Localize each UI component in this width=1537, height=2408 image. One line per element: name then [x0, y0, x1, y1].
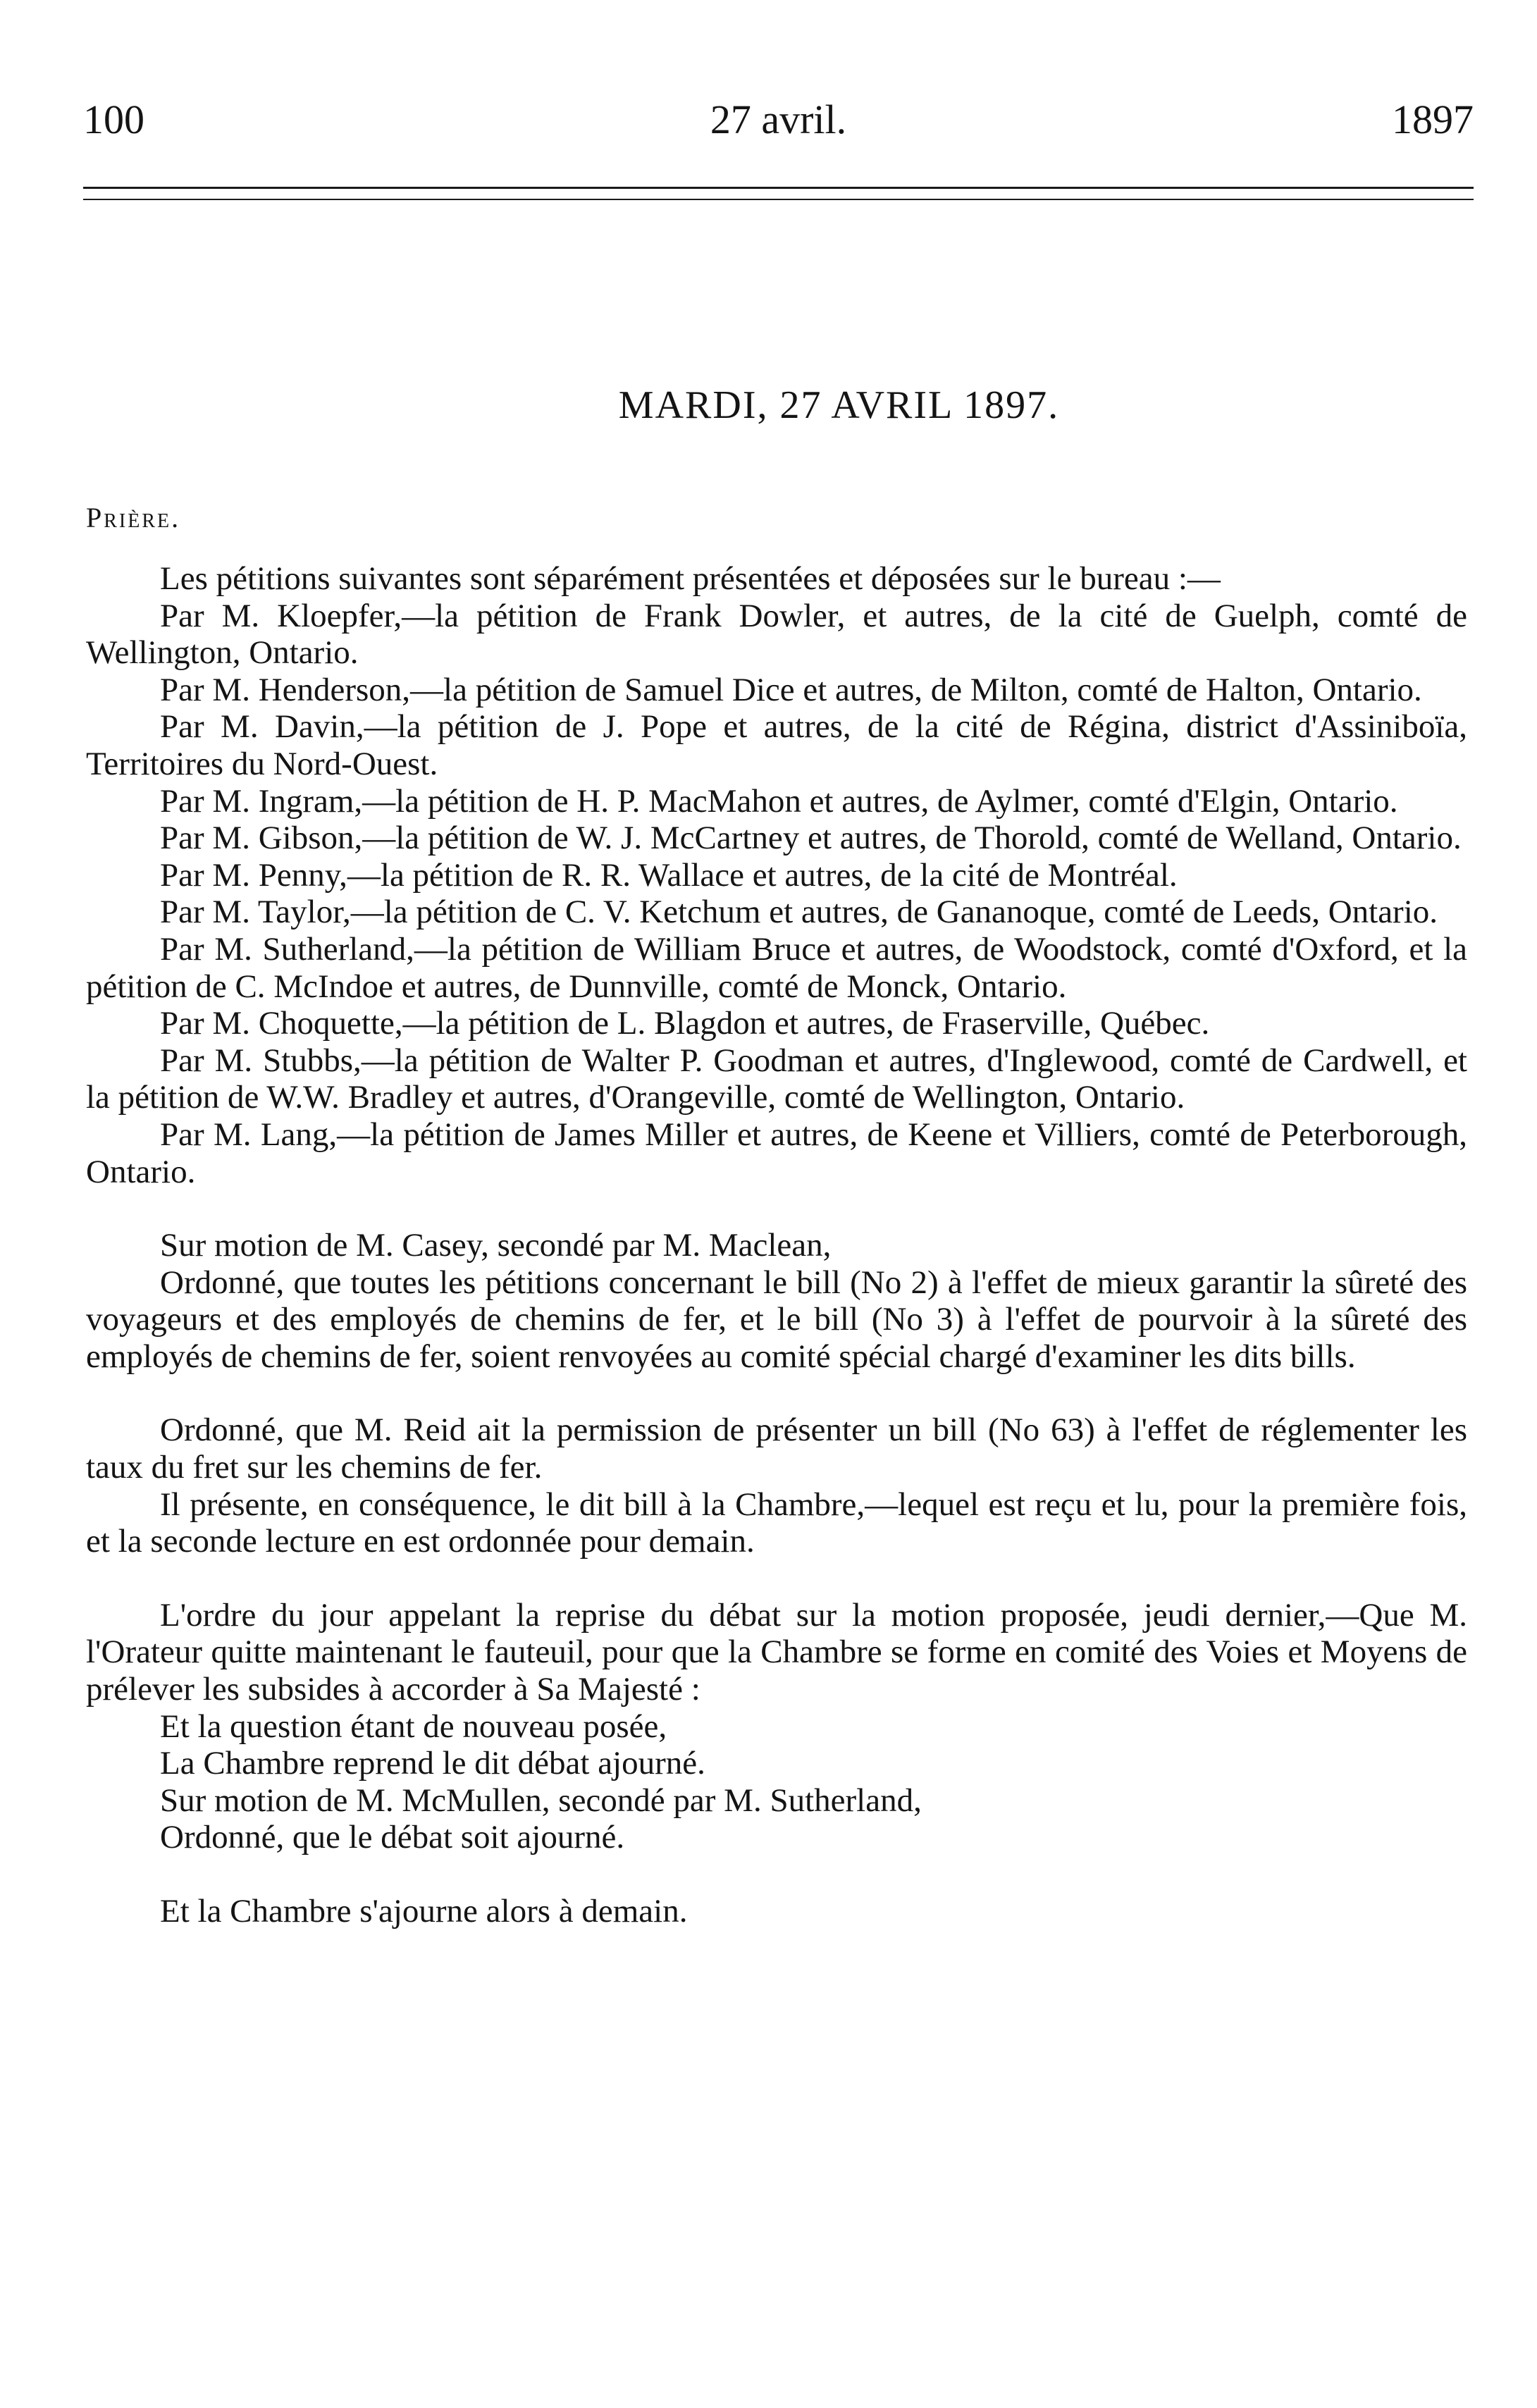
paragraph-debate-adjourned: Ordonné, que le débat soit ajourné.: [160, 1819, 625, 1856]
paragraph-question-proposed: Et la question étant de nouveau posée,: [160, 1708, 667, 1745]
paragraph-petition-henderson: Par M. Henderson,—la pétition de Samuel Dice et autres, de Milton, comté de Halton, Ontario.: [160, 671, 1422, 708]
paragraph-motion-mcmullen: Sur motion de M. McMullen, secondé par M. Sutherland,: [160, 1782, 922, 1819]
header-rule-top: [83, 187, 1474, 189]
paragraph-petitions-intro: Les pétitions suivantes sont séparément présentées et déposées sur le bureau :—: [160, 560, 1221, 597]
paragraph-petition-penny: Par M. Penny,—la pétition de R. R. Wallace et autres, de la cité de Montréal.: [160, 856, 1178, 894]
paragraph-petition-gibson: Par M. Gibson,—la pétition de W. J. McCartney et autres, de Thorold, comté de Welland, Ontario.: [160, 820, 1462, 857]
header-rule-bottom: [83, 199, 1474, 200]
paragraph-order-of-day: L'ordre du jour appelant la reprise du débat sur la motion proposée, jeudi dernier,—Que M. l'Orateur quitte maintenant le fauteuil, pour que la Chambre se forme en comité des Voies et Moyens de prélever les subsides à accorder à Sa Majesté :: [86, 1596, 1467, 1708]
running-head: [83, 92, 1474, 148]
running-head-year: 1897: [1392, 97, 1474, 142]
paragraph-petition-sutherland: Par M. Sutherland,—la pétition de William Bruce et autres, de Woodstock, comté d'Oxford, et la pétition de C. McIndoe et autres, de Dunnville, comté de Monck, Ontario.: [86, 930, 1467, 1005]
paragraph-petition-lang: Par M. Lang,—la pétition de James Miller et autres, de Keene et Villiers, comté de Peterborough, Ontario.: [86, 1116, 1467, 1190]
running-head-date: 27 avril.: [710, 97, 847, 142]
paragraph-petition-kloepfer: Par M. Kloepfer,—la pétition de Frank Dowler, et autres, de la cité de Guelph, comté de Wellington, Ontario.: [86, 597, 1467, 672]
paragraph-debate-resumed: La Chambre reprend le dit débat ajourné.: [160, 1745, 705, 1782]
paragraph-petition-davin: Par M. Davin,—la pétition de J. Pope et autres, de la cité de Régina, district d'Assiniboïa, Territoires du Nord-Ouest.: [86, 708, 1467, 782]
paragraph-petition-choquette: Par M. Choquette,—la pétition de L. Blagdon et autres, de Fraserville, Québec.: [160, 1005, 1210, 1042]
priere-heading: Prière.: [86, 502, 181, 533]
day-heading: MARDI, 27 AVRIL 1897.: [618, 383, 1060, 427]
paragraph-order-petitions-referred: Ordonné, que toutes les pétitions concernant le bill (No 2) à l'effet de mieux garantir la sûreté des voyageurs et des employés de chemins de fer, et le bill (No 3) à l'effet de pourvoir à la sûreté des employés de chemins de fer, soient renvoyées au comité spécial chargé d'examiner les dits bills.: [86, 1264, 1467, 1375]
paragraph-order-reid-bill: Ordonné, que M. Reid ait la permission de présenter un bill (No 63) à l'effet de réglementer les taux du fret sur les chemins de fer.: [86, 1412, 1467, 1486]
paragraph-petition-stubbs: Par M. Stubbs,—la pétition de Walter P. Goodman et autres, d'Inglewood, comté de Cardwell, et la pétition de W.W. Bradley et autres, d'Orangeville, comté de Wellington, Ontario.: [86, 1042, 1467, 1116]
paragraph-house-adjourns: Et la Chambre s'ajourne alors à demain.: [160, 1893, 688, 1930]
paragraph-bill-first-reading: Il présente, en conséquence, le dit bill à la Chambre,—lequel est reçu et lu, pour la première fois, et la seconde lecture en est ordonnée pour demain.: [86, 1486, 1467, 1560]
paragraph-petition-taylor: Par M. Taylor,—la pétition de C. V. Ketchum et autres, de Gananoque, comté de Leeds, Ontario.: [160, 894, 1438, 931]
page-number: 100: [83, 97, 144, 142]
proceedings-text: [86, 560, 1467, 1930]
paragraph-petition-ingram: Par M. Ingram,—la pétition de H. P. MacMahon et autres, de Aylmer, comté d'Elgin, Ontario.: [160, 782, 1398, 820]
paragraph-motion-casey: Sur motion de M. Casey, secondé par M. Maclean,: [160, 1227, 832, 1264]
